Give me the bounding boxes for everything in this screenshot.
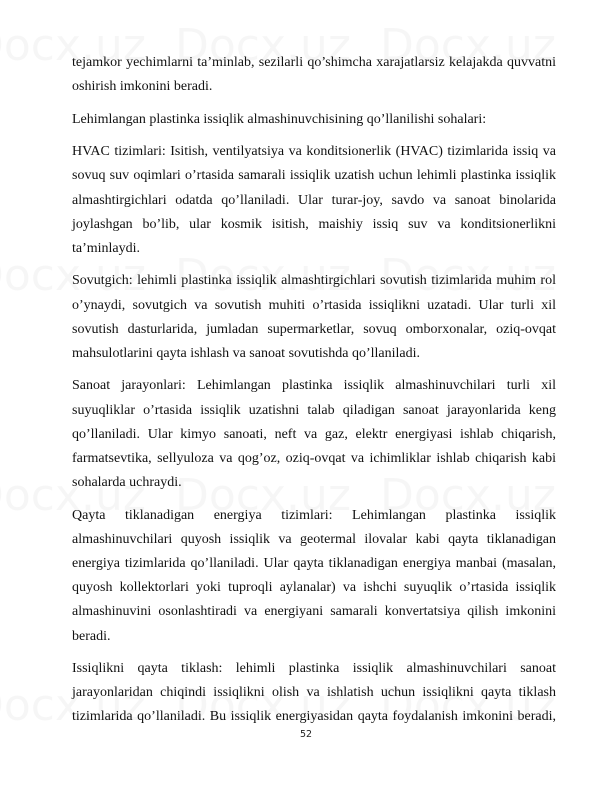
text-line: Qayta tiklanadigan energiya tizimlari: Lehimlangan plastinka issiqlik — [72, 507, 556, 523]
text-line: farmatsevtika, sellyuloza va qog’oz, oziq-ovqat va ichimliklar ishlab chiqarish kabi — [72, 451, 556, 466]
document-body — [72, 51, 556, 738]
text-line: jarayonlaridan chiqindi issiqlikni olish va ishlatish uchun issiqlikni qayta tiklash — [72, 685, 556, 701]
paragraph — [72, 51, 556, 99]
text-line: Sanoat jarayonlari: Lehimlangan plastinka issiqlik almashinuvchilari turli xil — [72, 378, 556, 394]
text-line: almashinuvchilari quyosh issiqlik va geotermal ilovalar kabi qayta tiklanadigan — [72, 531, 556, 547]
text-line: sohalarda uchraydi. — [72, 475, 182, 491]
text-line: o’ynaydi, sovutgich va sovutish muhiti o’rtasida issiqlikni uzatadi. Ular turli xil — [72, 297, 556, 313]
text-line: ta’minlaydi. — [72, 240, 141, 256]
paragraph — [72, 108, 556, 132]
paragraph — [72, 140, 556, 261]
paragraph — [72, 504, 556, 649]
text-line: sovuq suv oqimlari o’rtasida samarali issiqlik uzatish uchun lehimli plastinka issiqlik — [72, 168, 556, 184]
text-line: joylashgan bo’lib, ular kosmik isitish, maishiy issiq suv va konditsionerlikni — [72, 216, 556, 232]
text-line: mahsulotlarini qayta ishlash va sanoat sovutishda qo’llaniladi. — [72, 345, 420, 361]
text-line: sovutish dasturlarida, jumladan supermarketlar, sovuq omborxonalar, oziq-ovqat — [72, 321, 556, 337]
text-line: oshirish imkonini beradi. — [72, 79, 213, 95]
paragraph — [72, 374, 556, 495]
page-number: 52 — [299, 729, 313, 740]
text-line: suyuqliklar o’rtasida issiqlik uzatishni talab qiladigan sanoat jarayonlarida keng — [72, 402, 556, 418]
text-line: qo’llaniladi. Ular kimyo sanoati, neft va gaz, elektr energiyasi ishlab chiqarish, — [72, 426, 556, 442]
text-line: energiya tizimlarida qo’llaniladi. Ular qayta tiklanadigan energiya manbai (masalan, — [72, 556, 556, 572]
text-line: almashtirgichlari odatda qo’llaniladi. Ular turar-joy, savdo va sanoat binolarida — [72, 192, 556, 208]
text-line: tizimlarida qo’llaniladi. Bu issiqlik energiyasidan qayta foydalanish imkonini beradi, — [72, 709, 556, 725]
paragraph — [72, 269, 556, 366]
text-line: beradi. — [72, 628, 111, 644]
text-line: tejamkor yechimlarni ta’minlab, sezilarli qo’shimcha xarajatlarsiz kelajakda quvvatni — [72, 55, 556, 70]
text-line: almashinuvini osonlashtiradi va energiyani samarali konvertatsiya qilish imkonini — [72, 604, 556, 620]
text-line: quyosh kollektorlari yoki tuproqli aylanalar) va ishchi suyuqlik o’rtasida issiqlik — [72, 580, 556, 596]
text-line: Sovutgich: lehimli plastinka issiqlik almashtirgichlari sovutish tizimlarida muhim rol — [72, 273, 556, 289]
paragraph — [72, 657, 556, 730]
text-line: Issiqlikni qayta tiklash: lehimli plastinka issiqlik almashinuvchilari sanoat — [72, 661, 556, 677]
text-line: HVAC tizimlari: Isitish, ventilyatsiya va konditsionerlik (HVAC) tizimlarida issiq va — [72, 144, 556, 160]
text-line: Lehimlangan plastinka issiqlik almashinuvchisining qo’llanilishi sohalari: — [72, 111, 487, 127]
